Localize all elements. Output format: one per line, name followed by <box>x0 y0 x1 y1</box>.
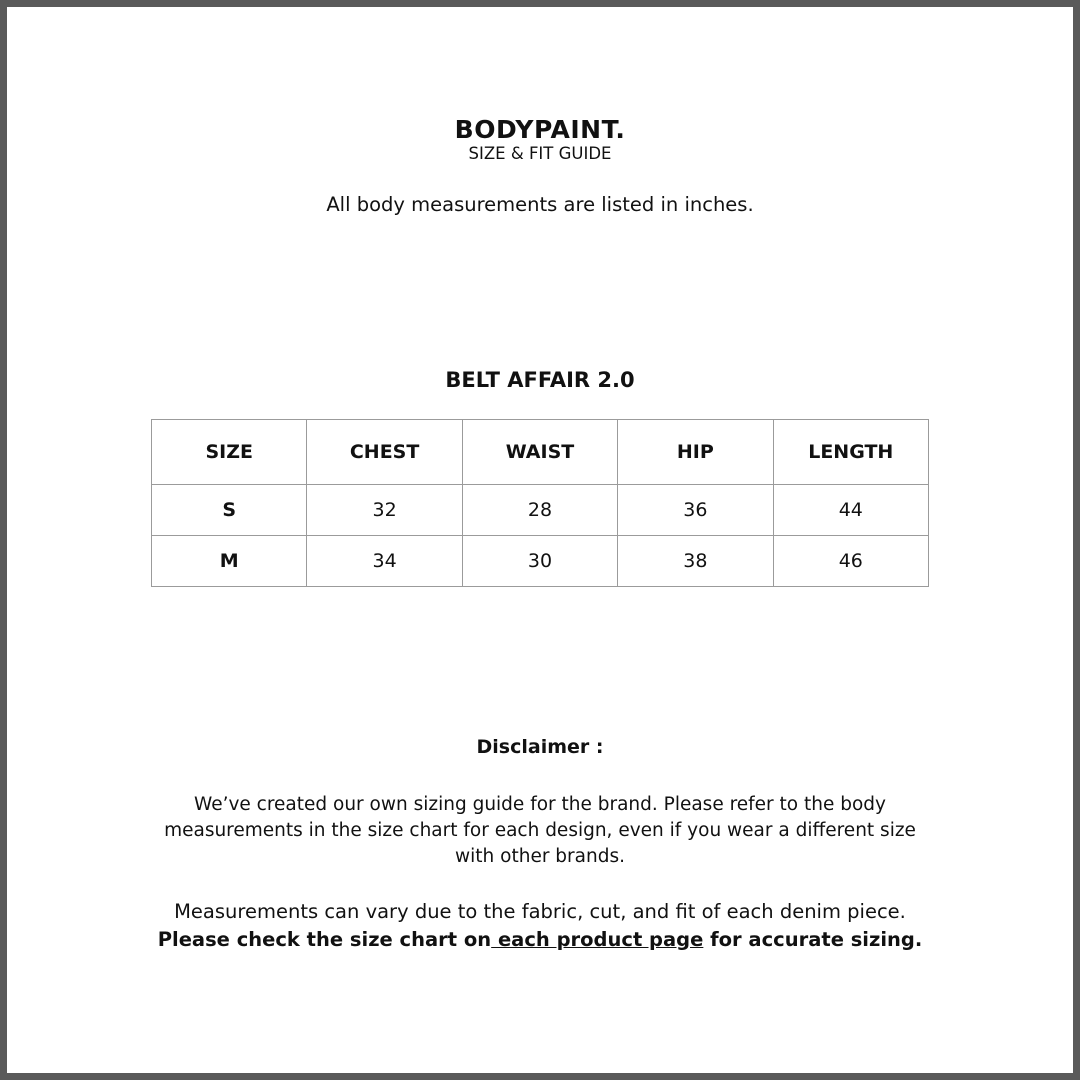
product-title: BELT AFFAIR 2.0 <box>445 368 635 392</box>
hip-cell: 38 <box>618 536 773 587</box>
size-check-line <box>107 926 973 954</box>
size-check-suffix: for accurate sizing. <box>703 928 923 951</box>
page-card <box>7 7 1073 1073</box>
header-waist: WAIST <box>462 420 617 485</box>
guide-subtitle: SIZE & FIT GUIDE <box>468 144 612 163</box>
table-header-row <box>152 420 929 485</box>
chest-cell: 32 <box>307 485 462 536</box>
size-chart-table <box>151 419 929 587</box>
table-row <box>152 536 929 587</box>
measurement-variance-text: Measurements can vary due to the fabric, cut, and fit of each denim piece. <box>174 900 906 923</box>
brand-title: BODYPAINT. <box>454 115 626 144</box>
size-cell: S <box>152 485 307 536</box>
header-size: SIZE <box>152 420 307 485</box>
header-length: LENGTH <box>773 420 928 485</box>
disclaimer-title: Disclaimer : <box>476 736 604 758</box>
size-cell: M <box>152 536 307 587</box>
length-cell: 46 <box>773 536 928 587</box>
chest-cell: 34 <box>307 536 462 587</box>
table-row <box>152 485 929 536</box>
waist-cell: 28 <box>462 485 617 536</box>
hip-cell: 36 <box>618 485 773 536</box>
header-chest: CHEST <box>307 420 462 485</box>
size-check-prefix: Please check the size chart on <box>157 928 492 951</box>
units-note: All body measurements are listed in inches. <box>326 193 754 216</box>
product-page-link[interactable]: each product page <box>491 928 704 951</box>
header-hip: HIP <box>618 420 773 485</box>
length-cell: 44 <box>773 485 928 536</box>
disclaimer-paragraph: We’ve created our own sizing guide for the brand. Please refer to the body measurements in the size chart for each design, even if you wear a different size with other brands. <box>164 794 916 867</box>
disclaimer-note <box>107 898 973 954</box>
waist-cell: 30 <box>462 536 617 587</box>
